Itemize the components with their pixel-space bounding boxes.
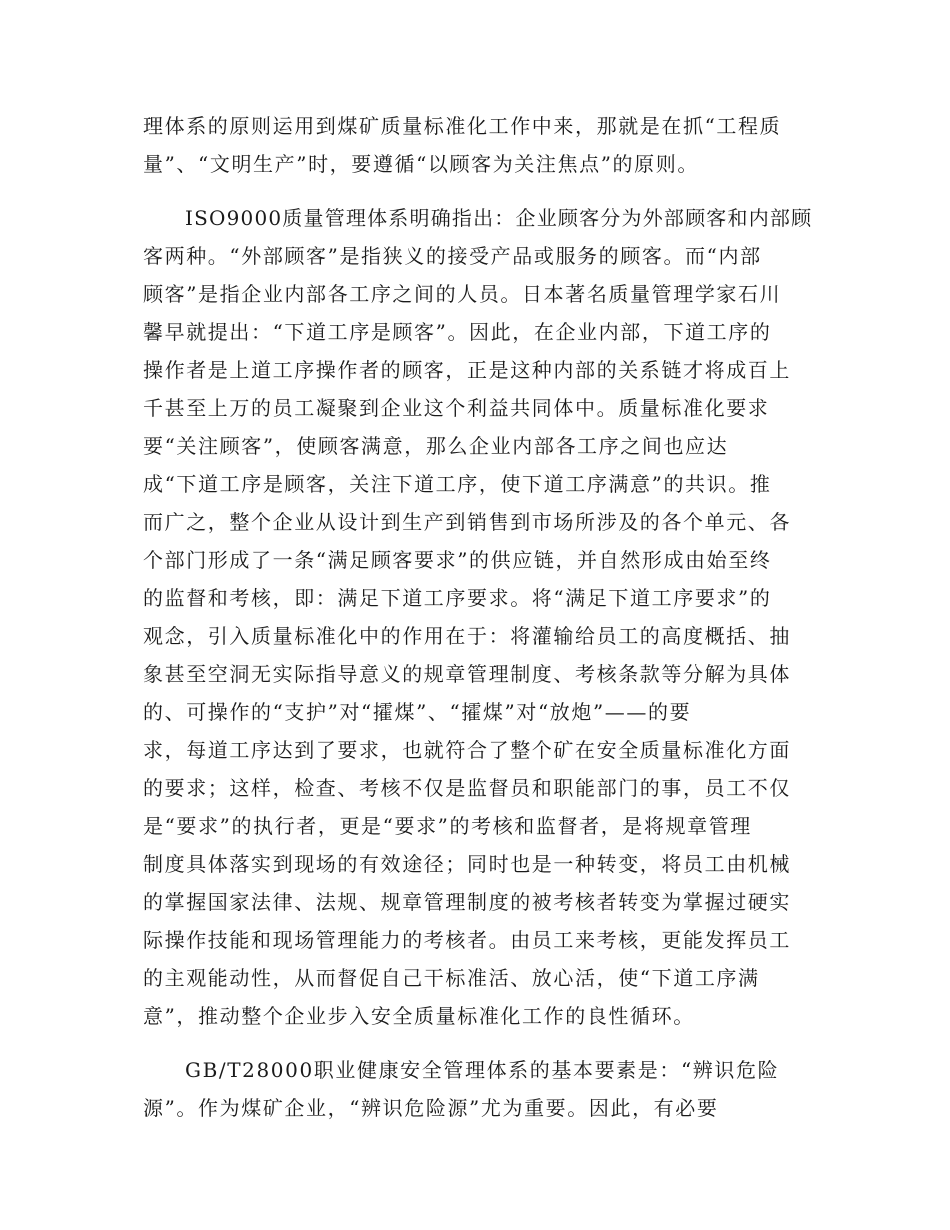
paragraph-2-line-9: 而广之，整个企业从设计到生产到销售到市场所涉及的各个单元、各 <box>143 510 791 534</box>
paragraph-2-line-4: 馨早就提出：“下道工序是顾客”。因此，在企业内部，下道工序的 <box>143 320 772 344</box>
paragraph-2-line-12: 观念，引入质量标准化中的作用在于：将灌输给员工的高度概括、抽 <box>143 624 791 648</box>
paragraph-2-line-22: 意”，推动整个企业步入安全质量标准化工作的良性循环。 <box>143 1004 695 1028</box>
paragraph-2-line-10: 个部门形成了一条“满足顾客要求”的供应链，并自然形成由始至终 <box>143 548 772 572</box>
paragraph-1-line-1: 理体系的原则运用到煤矿质量标准化工作中来，那就是在抓“工程质 <box>143 114 782 138</box>
paragraph-2-line-18: 制度具体落实到现场的有效途径；同时也是一种转变，将员工由机械 <box>143 852 791 876</box>
paragraph-2-line-2: 客两种。“外部顾客”是指狭义的接受产品或服务的顾客。而“内部 <box>143 244 762 268</box>
paragraph-2-line-21: 的主观能动性，从而督促自己干标准活、放心活，使“下道工序满 <box>143 966 760 990</box>
paragraph-2-line-14: 的、可操作的“支护”对“攉煤”、“攉煤”对“放炮”——的要 <box>143 700 692 724</box>
paragraph-2-line-1: ISO9000质量管理体系明确指出：企业顾客分为外部顾客和内部顾 <box>185 206 813 230</box>
paragraph-2-line-7: 要“关注顾客”，使顾客满意，那么企业内部各工序之间也应达 <box>143 434 729 458</box>
paragraph-3-line-1: GB/T28000职业健康安全管理体系的基本要素是：“辨识危险 <box>185 1058 780 1082</box>
paragraph-2-line-17: 是“要求”的执行者，更是“要求”的考核和监督者，是将规章管理 <box>143 814 752 838</box>
paragraph-2-line-5: 操作者是上道工序操作者的顾客，正是这种内部的关系链才将成百上 <box>143 358 791 382</box>
paragraph-2-line-19: 的掌握国家法律、法规、规章管理制度的被考核者转变为掌握过硬实 <box>143 890 791 914</box>
paragraph-3-line-2: 源”。作为煤矿企业，“辨识危险源”尤为重要。因此，有必要 <box>143 1096 719 1120</box>
paragraph-2-line-15: 求，每道工序达到了要求，也就符合了整个矿在安全质量标准化方面 <box>143 738 791 762</box>
paragraph-2-line-3: 顾客”是指企业内部各工序之间的人员。日本著名质量管理学家石川 <box>143 282 782 306</box>
paragraph-2-line-13: 象甚至空洞无实际指导意义的规章管理制度、考核条款等分解为具体 <box>143 662 791 686</box>
paragraph-2-line-8: 成“下道工序是顾客，关注下道工序，使下道工序满意”的共识。推 <box>143 472 772 496</box>
paragraph-2-line-6: 千甚至上万的员工凝聚到企业这个利益共同体中。质量标准化要求 <box>143 396 770 420</box>
paragraph-2-line-20: 际操作技能和现场管理能力的考核者。由员工来考核，更能发挥员工 <box>143 928 791 952</box>
paragraph-1-line-2: 量”、“文明生产”时，要遵循“以顾客为关注焦点”的原则。 <box>143 152 699 176</box>
paragraph-2-line-16: 的要求；这样，检查、考核不仅是监督员和职能部门的事，员工不仅 <box>143 776 791 800</box>
paragraph-2-line-11: 的监督和考核，即：满足下道工序要求。将“满足下道工序要求”的 <box>143 586 772 610</box>
